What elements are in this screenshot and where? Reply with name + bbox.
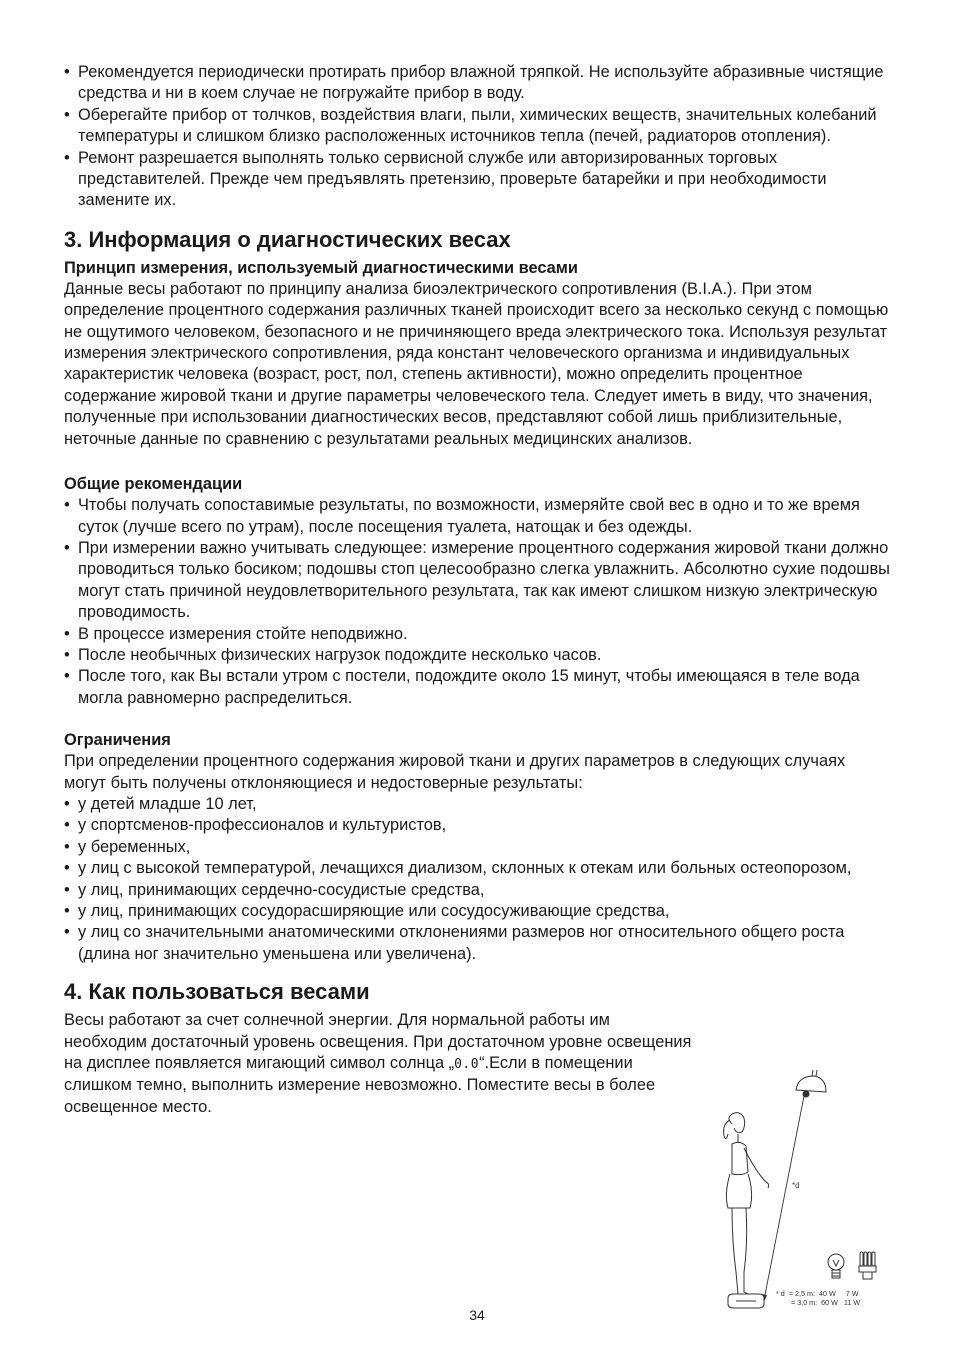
sun-symbol: 0.0 bbox=[454, 1057, 480, 1073]
list-item: • После необычных физических нагрузок подождите несколько часов. bbox=[64, 645, 890, 666]
list-item: • Чтобы получать сопоставимые результаты, по возможности, измеряйте свой вес в одно и то же время суток (лучше всего по утрам), после посещения туалета, натощак и без одежды. bbox=[64, 495, 890, 538]
section-3-title: 3. Информация о диагностических весах bbox=[64, 226, 511, 252]
list-item: • у беременных, bbox=[64, 837, 890, 858]
list-item: • Ремонт разрешается выполнять только сервисной службе или авторизированных торговых представителей. Прежде чем предъявлять претензию, проверьте батарейки и при необходимости замените их. bbox=[64, 148, 890, 212]
list-item: • у спортсменов-профессионалов и культуристов, bbox=[64, 815, 890, 836]
distance-line bbox=[764, 1096, 804, 1300]
text-part: “.Если в помещении слишком темно, выполнить измерение невозможно. Поместите весы в более освещенное место. bbox=[64, 1054, 656, 1116]
person-icon bbox=[724, 1113, 769, 1296]
page-number: 34 bbox=[469, 1307, 485, 1323]
scale-icon bbox=[728, 1294, 764, 1308]
wattage-row-2: = 3,0 m: 60 W 11 W bbox=[791, 1298, 861, 1307]
ceiling-lamp-icon bbox=[796, 1070, 826, 1097]
list-item: • Оберегайте прибор от толчков, воздействия влаги, пыли, химических веществ, значительных колебаний температуры и слишком близко расположенных источников тепла (печей, радиаторов отопления). bbox=[64, 105, 890, 148]
list-item: • у детей младше 10 лет, bbox=[64, 794, 890, 815]
principle-text: Данные весы работают по принципу анализа биоэлектрического сопротивления (B.I.A.). При этом определение процентного содержания различных тканей происходит всего за несколько секунд с помощью не ощутимого человеком, безопасного и не причиняющего вреда электрического тока. Используя результат измерения электрического сопротивления, ряда констант человеческого организма и индивидуальных характеристик человека (возраст, рост, пол, степень активности), можно определить процентное содержание жировой ткани и другие параметры человеческого тела. Следует иметь в виду, что значения, полученные при использовании диагностических весов, представляют собой лишь приблизительные, неточные данные по сравнению с результатами реальных медицинских анализов. bbox=[64, 279, 889, 448]
distance-label: *d bbox=[792, 1181, 800, 1190]
list-item: • Рекомендуется периодически протирать прибор влажной тряпкой. Не используйте абразивные чистящие средства и ни в коем случае не погружайте прибор в воду. bbox=[64, 62, 890, 105]
light-bulb-icon bbox=[828, 1254, 844, 1278]
list-item: • у лиц со значительными анатомическими отклонениями размеров ног относительного общего роста (длина ног значительно уменьшена или увеличена). bbox=[64, 922, 890, 965]
principle-heading: Принцип измерения, используемый диагностическими весами bbox=[64, 258, 578, 277]
section-4-text bbox=[64, 1010, 694, 1118]
general-bullet-list bbox=[64, 495, 890, 709]
list-item: • В процессе измерения стойте неподвижно. bbox=[64, 624, 890, 645]
limits-heading: Ограничения bbox=[64, 731, 171, 750]
list-item: • При измерении важно учитывать следующее: измерение процентного содержания жировой ткани должно проводиться только босиком; подошвы стоп целесообразно слегка увлажнить. Абсолютно сухие подошвы могут стать причиной неудовлетворительного результата, так как имеют слишком низкую электрическую проводимость. bbox=[64, 538, 890, 624]
general-heading: Общие рекомендации bbox=[64, 475, 243, 494]
energy-saving-bulb-icon bbox=[859, 1252, 876, 1279]
list-item: • После того, как Вы встали утром с постели, подождите около 15 минут, чтобы имеющаяся в теле вода могла равномерно распределиться. bbox=[64, 666, 890, 709]
intro-bullet-list bbox=[64, 62, 890, 212]
list-item: • у лиц, принимающих сосудорасширяющие или сосудосуживающие средства, bbox=[64, 901, 890, 922]
limits-text: При определении процентного содержания жировой ткани и других параметров в следующих случаях могут быть получены отклоняющиеся и недостоверные результаты: bbox=[64, 752, 846, 792]
section-4-title: 4. Как пользоваться весами bbox=[64, 979, 370, 1005]
scale-lighting-illustration bbox=[718, 1062, 888, 1318]
list-item: • у лиц, принимающих сердечно-сосудистые средства, bbox=[64, 880, 890, 901]
limits-bullet-list bbox=[64, 794, 890, 965]
wattage-row-1: * d = 2,5 m: 40 W 7 W bbox=[776, 1289, 859, 1298]
text-part: Весы работают за счет солнечной энергии. Для нормальной работы им необходим достаточный уровень освещения. При достаточном уровне освещения на дисплее появляется мигающий символ солнца „ bbox=[64, 1011, 692, 1073]
list-item: • у лиц с высокой температурой, лечащихся диализом, склонных к отекам или больных остеопорозом, bbox=[64, 858, 890, 879]
page-content bbox=[64, 62, 890, 1118]
